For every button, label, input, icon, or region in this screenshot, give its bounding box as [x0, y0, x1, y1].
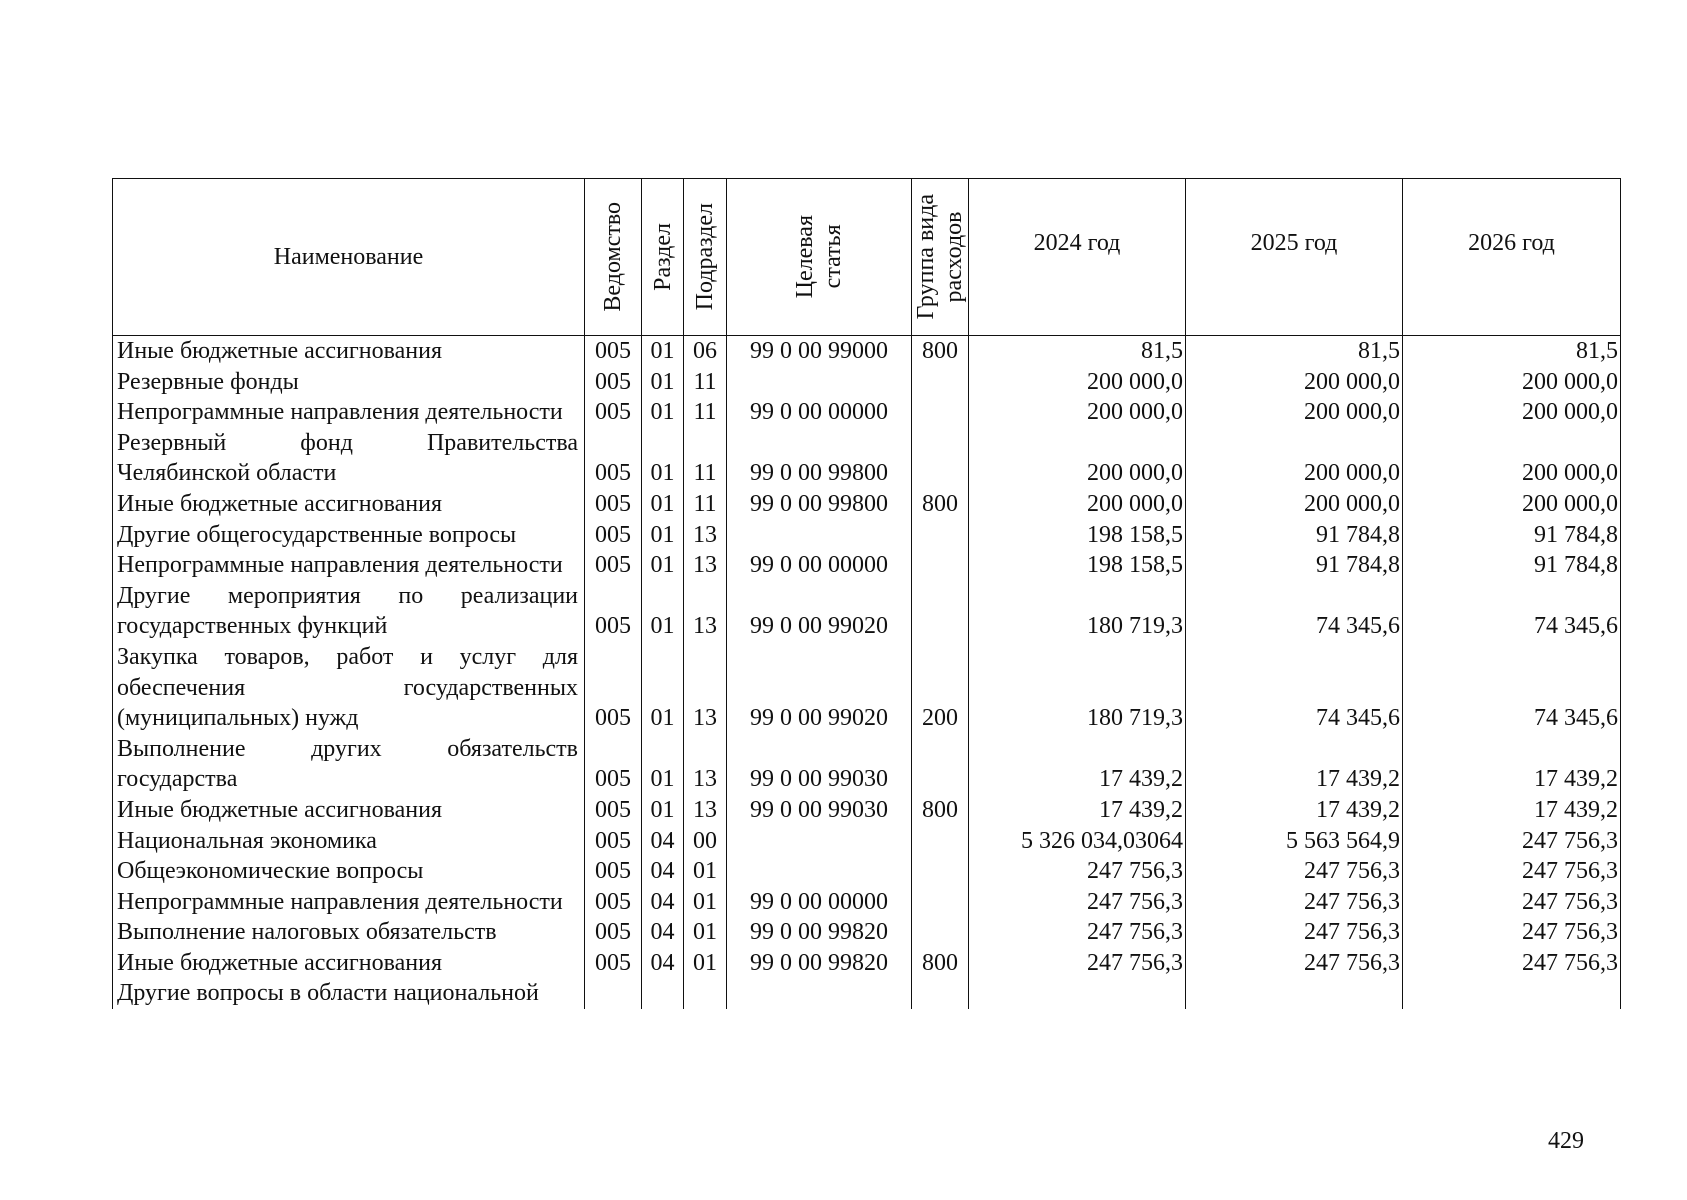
- cell-gruppa: [912, 550, 969, 581]
- cell-razdel: 01: [642, 550, 684, 581]
- cell-vedomstvo: 005: [585, 948, 642, 979]
- table-row: [113, 826, 1621, 857]
- header-2024-text: 2024 год: [1033, 229, 1121, 256]
- cell-2025: 247 756,3: [1186, 917, 1403, 948]
- cell-razdel: 01: [642, 397, 684, 428]
- cell-celevaya-statya: 99 0 00 99000: [727, 336, 912, 367]
- table-row: [113, 520, 1621, 551]
- cell-vedomstvo: 005: [585, 550, 642, 581]
- cell-2026: [1403, 978, 1621, 1009]
- cell-celevaya-statya: 99 0 00 99030: [727, 795, 912, 826]
- table-row: [113, 367, 1621, 398]
- budget-table: [112, 178, 1621, 1009]
- cell-2024: 17 439,2: [969, 795, 1186, 826]
- cell-podrazdel: 11: [684, 428, 727, 489]
- header-2026: [1403, 179, 1621, 336]
- cell-2026: 247 756,3: [1403, 856, 1621, 887]
- cell-celevaya-statya: 99 0 00 99020: [727, 642, 912, 734]
- cell-razdel: 04: [642, 887, 684, 918]
- cell-gruppa: [912, 367, 969, 398]
- cell-vedomstvo: 005: [585, 520, 642, 551]
- cell-2026: 247 756,3: [1403, 887, 1621, 918]
- cell-2026: 74 345,6: [1403, 642, 1621, 734]
- cell-razdel: [642, 978, 684, 1009]
- cell-2025: 81,5: [1186, 336, 1403, 367]
- cell-2024: 247 756,3: [969, 887, 1186, 918]
- cell-2024: 5 326 034,03064: [969, 826, 1186, 857]
- cell-razdel: 01: [642, 795, 684, 826]
- cell-2024: 200 000,0: [969, 428, 1186, 489]
- cell-celevaya-statya: [727, 826, 912, 857]
- cell-vedomstvo: 005: [585, 795, 642, 826]
- cell-gruppa: [912, 887, 969, 918]
- cell-name: Иные бюджетные ассигнования: [113, 489, 585, 520]
- cell-podrazdel: 13: [684, 520, 727, 551]
- cell-podrazdel: 06: [684, 336, 727, 367]
- cell-2026: 17 439,2: [1403, 734, 1621, 795]
- cell-2026: 247 756,3: [1403, 917, 1621, 948]
- cell-gruppa: 800: [912, 795, 969, 826]
- cell-vedomstvo: 005: [585, 489, 642, 520]
- cell-gruppa: [912, 978, 969, 1009]
- cell-2026: 81,5: [1403, 336, 1621, 367]
- cell-vedomstvo: 005: [585, 734, 642, 795]
- cell-2025: 91 784,8: [1186, 520, 1403, 551]
- cell-celevaya-statya: 99 0 00 00000: [727, 887, 912, 918]
- header-razdel: [642, 179, 684, 336]
- cell-name: Другие общегосударственные вопросы: [113, 520, 585, 551]
- header-celevaya-statya: [727, 179, 912, 336]
- cell-celevaya-statya: 99 0 00 99800: [727, 489, 912, 520]
- cell-gruppa: [912, 397, 969, 428]
- header-vedomstvo-text: Ведомство: [600, 202, 626, 312]
- cell-2025: 74 345,6: [1186, 642, 1403, 734]
- cell-celevaya-statya: 99 0 00 00000: [727, 550, 912, 581]
- header-name: [113, 179, 585, 336]
- cell-celevaya-statya: [727, 367, 912, 398]
- cell-razdel: 01: [642, 489, 684, 520]
- cell-2026: 200 000,0: [1403, 489, 1621, 520]
- cell-2025: 17 439,2: [1186, 795, 1403, 826]
- header-gruppa-line2: расходов: [941, 211, 967, 303]
- cell-name: Иные бюджетные ассигнования: [113, 336, 585, 367]
- cell-vedomstvo: 005: [585, 367, 642, 398]
- table-row: [113, 489, 1621, 520]
- cell-vedomstvo: 005: [585, 397, 642, 428]
- table-row: [113, 795, 1621, 826]
- cell-2025: 200 000,0: [1186, 489, 1403, 520]
- cell-podrazdel: 13: [684, 550, 727, 581]
- header-name-text: Наименование: [273, 243, 424, 270]
- table-header-row: [113, 179, 1621, 336]
- cell-razdel: 04: [642, 826, 684, 857]
- cell-2026: 200 000,0: [1403, 367, 1621, 398]
- cell-razdel: 01: [642, 336, 684, 367]
- cell-2025: 74 345,6: [1186, 581, 1403, 642]
- cell-gruppa: 800: [912, 489, 969, 520]
- cell-2025: 17 439,2: [1186, 734, 1403, 795]
- header-2025: [1186, 179, 1403, 336]
- header-gruppa-vida-rashodov: [912, 179, 969, 336]
- cell-2024: 198 158,5: [969, 550, 1186, 581]
- cell-podrazdel: 00: [684, 826, 727, 857]
- cell-vedomstvo: 005: [585, 917, 642, 948]
- cell-podrazdel: 11: [684, 397, 727, 428]
- cell-name: Закупка товаров, работ и услуг для обеспечения государственных (муниципальных) нужд: [113, 642, 585, 734]
- cell-razdel: 01: [642, 642, 684, 734]
- cell-gruppa: 200: [912, 642, 969, 734]
- cell-podrazdel: 01: [684, 948, 727, 979]
- cell-razdel: 04: [642, 856, 684, 887]
- header-2024: [969, 179, 1186, 336]
- cell-name: Другие мероприятия по реализации государственных функций: [113, 581, 585, 642]
- table-row: [113, 734, 1621, 795]
- cell-2025: 247 756,3: [1186, 887, 1403, 918]
- cell-gruppa: 800: [912, 336, 969, 367]
- cell-celevaya-statya: 99 0 00 99800: [727, 428, 912, 489]
- cell-podrazdel: 13: [684, 581, 727, 642]
- cell-name: Выполнение налоговых обязательств: [113, 917, 585, 948]
- cell-podrazdel: 01: [684, 917, 727, 948]
- cell-celevaya-statya: 99 0 00 99030: [727, 734, 912, 795]
- cell-2025: [1186, 978, 1403, 1009]
- cell-gruppa: 800: [912, 948, 969, 979]
- cell-gruppa: [912, 826, 969, 857]
- cell-2025: 200 000,0: [1186, 397, 1403, 428]
- cell-gruppa: [912, 734, 969, 795]
- cell-2026: 200 000,0: [1403, 397, 1621, 428]
- cell-name: Общеэкономические вопросы: [113, 856, 585, 887]
- cell-vedomstvo: 005: [585, 581, 642, 642]
- cell-vedomstvo: 005: [585, 336, 642, 367]
- cell-2024: 247 756,3: [969, 856, 1186, 887]
- cell-2024: 180 719,3: [969, 581, 1186, 642]
- cell-2024: 198 158,5: [969, 520, 1186, 551]
- cell-razdel: 01: [642, 581, 684, 642]
- cell-razdel: 04: [642, 948, 684, 979]
- cell-vedomstvo: 005: [585, 642, 642, 734]
- cell-gruppa: [912, 428, 969, 489]
- cell-name: Иные бюджетные ассигнования: [113, 795, 585, 826]
- cell-2026: 91 784,8: [1403, 550, 1621, 581]
- cell-2024: 81,5: [969, 336, 1186, 367]
- table-row: [113, 978, 1621, 1009]
- cell-2026: 91 784,8: [1403, 520, 1621, 551]
- cell-2026: 247 756,3: [1403, 826, 1621, 857]
- cell-2026: 200 000,0: [1403, 428, 1621, 489]
- table-row: [113, 856, 1621, 887]
- cell-razdel: 01: [642, 428, 684, 489]
- cell-2026: 247 756,3: [1403, 948, 1621, 979]
- cell-gruppa: [912, 581, 969, 642]
- cell-podrazdel: 13: [684, 734, 727, 795]
- cell-podrazdel: 11: [684, 489, 727, 520]
- cell-vedomstvo: 005: [585, 856, 642, 887]
- header-podrazdel-text: Подраздел: [692, 203, 718, 311]
- header-podrazdel: [684, 179, 727, 336]
- cell-razdel: 01: [642, 367, 684, 398]
- cell-name: Резервный фонд Правительства Челябинской области: [113, 428, 585, 489]
- header-razdel-text: Раздел: [649, 223, 676, 291]
- cell-name: Непрограммные направления деятельности: [113, 397, 585, 428]
- cell-vedomstvo: 005: [585, 887, 642, 918]
- table-row: [113, 397, 1621, 428]
- cell-name: Другие вопросы в области национальной: [113, 978, 585, 1009]
- cell-2025: 200 000,0: [1186, 428, 1403, 489]
- table-row: [113, 550, 1621, 581]
- header-vedomstvo: [585, 179, 642, 336]
- cell-name: Резервные фонды: [113, 367, 585, 398]
- cell-2026: 74 345,6: [1403, 581, 1621, 642]
- table-row: [113, 887, 1621, 918]
- header-2026-text: 2026 год: [1468, 229, 1555, 256]
- cell-name: Иные бюджетные ассигнования: [113, 948, 585, 979]
- cell-podrazdel: 11: [684, 367, 727, 398]
- cell-gruppa: [912, 917, 969, 948]
- table-row: [113, 948, 1621, 979]
- cell-2024: 17 439,2: [969, 734, 1186, 795]
- cell-name: Непрограммные направления деятельности: [113, 887, 585, 918]
- table-row: [113, 428, 1621, 489]
- cell-vedomstvo: 005: [585, 428, 642, 489]
- cell-2024: 200 000,0: [969, 397, 1186, 428]
- cell-2025: 247 756,3: [1186, 948, 1403, 979]
- cell-2024: 247 756,3: [969, 948, 1186, 979]
- cell-celevaya-statya: [727, 520, 912, 551]
- cell-name: Национальная экономика: [113, 826, 585, 857]
- cell-podrazdel: 13: [684, 795, 727, 826]
- table-row: [113, 917, 1621, 948]
- cell-razdel: 04: [642, 917, 684, 948]
- table-row: [113, 581, 1621, 642]
- cell-2025: 5 563 564,9: [1186, 826, 1403, 857]
- cell-2024: 180 719,3: [969, 642, 1186, 734]
- cell-name: Выполнение других обязательств государства: [113, 734, 585, 795]
- cell-name: Непрограммные направления деятельности: [113, 550, 585, 581]
- header-celevaya-line1: Целевая: [792, 215, 818, 299]
- header-2025-text: 2025 год: [1250, 229, 1338, 256]
- cell-2024: [969, 978, 1186, 1009]
- cell-celevaya-statya: 99 0 00 99020: [727, 581, 912, 642]
- cell-podrazdel: 01: [684, 887, 727, 918]
- cell-razdel: 01: [642, 734, 684, 795]
- cell-celevaya-statya: 99 0 00 99820: [727, 917, 912, 948]
- cell-2025: 247 756,3: [1186, 856, 1403, 887]
- cell-celevaya-statya: 99 0 00 99820: [727, 948, 912, 979]
- table-row: [113, 642, 1621, 734]
- cell-2025: 200 000,0: [1186, 367, 1403, 398]
- table-row: [113, 336, 1621, 367]
- cell-vedomstvo: [585, 978, 642, 1009]
- header-celevaya-line2: статья: [820, 225, 846, 289]
- cell-2024: 200 000,0: [969, 489, 1186, 520]
- cell-podrazdel: 01: [684, 856, 727, 887]
- table-body: [113, 336, 1621, 1010]
- cell-gruppa: [912, 520, 969, 551]
- cell-podrazdel: 13: [684, 642, 727, 734]
- cell-2024: 247 756,3: [969, 917, 1186, 948]
- cell-razdel: 01: [642, 520, 684, 551]
- cell-celevaya-statya: [727, 978, 912, 1009]
- cell-gruppa: [912, 856, 969, 887]
- cell-celevaya-statya: 99 0 00 00000: [727, 397, 912, 428]
- cell-2024: 200 000,0: [969, 367, 1186, 398]
- cell-vedomstvo: 005: [585, 826, 642, 857]
- cell-2025: 91 784,8: [1186, 550, 1403, 581]
- cell-2026: 17 439,2: [1403, 795, 1621, 826]
- cell-podrazdel: [684, 978, 727, 1009]
- page-number: 429: [1548, 1128, 1584, 1154]
- header-gruppa-line1: Группа вида: [913, 194, 939, 320]
- cell-celevaya-statya: [727, 856, 912, 887]
